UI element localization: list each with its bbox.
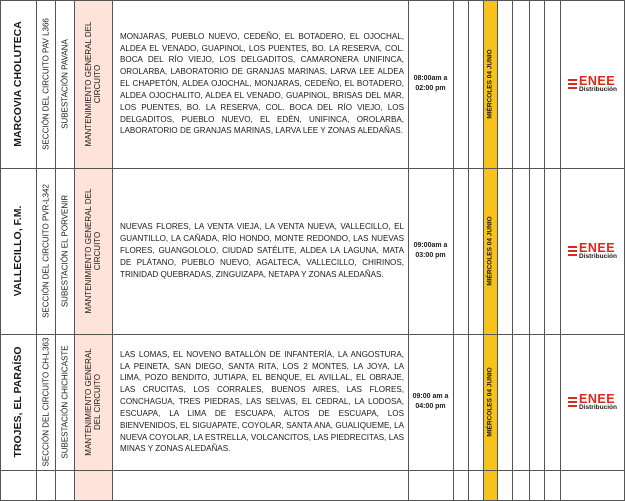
date-cell	[483, 168, 497, 334]
work-type-cell	[74, 0, 112, 168]
work-type-cell-text: MANTENIMIENTO GENERAL DEL CIRCUITO	[83, 21, 102, 147]
circuit-cell	[36, 0, 55, 168]
enee-logo-mark-icon	[568, 79, 577, 89]
affected-areas-cell	[112, 334, 408, 470]
municipality-cell	[0, 168, 36, 334]
substation-cell	[55, 334, 74, 470]
work-type-cell-text: MANTENIMIENTO GENERAL DEL CIRCUITO	[83, 188, 102, 314]
date-text: MIÉRCOLES 04 JUNIO	[486, 49, 494, 119]
logo-word: ENEE	[579, 73, 616, 88]
substation-cell	[55, 0, 74, 168]
municipality-cell	[0, 0, 36, 168]
affected-areas-cell	[112, 168, 408, 334]
affected-areas-text: NUEVAS FLORES, LA VENTA VIEJA, LA VENTA NUEVA, VALLECILLO, EL GUANTILLO, LA CAÑADA, RÍO HONDO, MONTE REDONDO, LAS NUEVAS FLORES, GUANGOLOLO, CIUDAD SATÉLITE, ALDEA LA LAGUNA, MATA DE PLÁTANO, PUEBLO NUEVO, AGALTECA, VALLECILLO, CHIRINOS, TRINIDAD QUEBRADAS, ZINGUIZAPA, NETAPA Y ZONAS ALEDAÑAS.	[120, 222, 404, 279]
substation-cell	[55, 168, 74, 334]
grid-line-vertical	[55, 0, 56, 501]
grid-line-horizontal	[0, 470, 625, 471]
affected-areas-cell	[112, 0, 408, 168]
date-text: MIÉRCOLES 04 JUNIO	[486, 367, 494, 437]
grid-line-vertical	[544, 0, 545, 501]
circuit-cell	[36, 334, 55, 470]
time-end: 04:00 pm	[415, 403, 446, 410]
municipality-cell-text: TROJES, EL PARAÍSO	[11, 346, 24, 458]
date-cell	[483, 0, 497, 168]
time-end: 02:00 pm	[415, 85, 446, 92]
enee-logo-mark-icon	[568, 397, 577, 407]
grid-line-vertical	[497, 0, 498, 501]
logo-word: ENEE	[579, 240, 616, 255]
schedule-row	[0, 0, 625, 168]
enee-logo-mark-icon	[568, 246, 577, 256]
logo-sub: Distribución	[579, 86, 617, 93]
grid-line-horizontal	[0, 334, 625, 335]
work-type-cell	[74, 168, 112, 334]
time-cell	[408, 334, 453, 470]
enee-logo	[560, 334, 625, 470]
municipality-cell-text: VALLECILLO, F.M.	[11, 205, 24, 297]
time-start: 09:00am a	[413, 241, 448, 249]
logo-word: ENEE	[579, 391, 616, 406]
date-text: MIÉRCOLES 04 JUNIO	[486, 216, 494, 286]
enee-logo	[560, 0, 625, 168]
grid-line-vertical	[529, 0, 530, 501]
affected-areas-text: LAS LOMAS, EL NOVENO BATALLÓN DE INFANTERÍA, LA ANGOSTURA, LA PEINETA, SAN DIEGO, SANTA RITA, LOS 2 MONTES, LA JOYA, LA LIMA, POZO BENDITO, JUTIAPA, EL BENQUE, EL AVILLAL, EL OBRAJE, LAS CRUCITAS, LOS CORRALES, BUENOS AIRES, LAS FLORES, CONCHAGUA, TRES PIEDRAS, LAS SELVAS, EL CEDRAL, LA LODOSA, ESCUAPA, LA LIMA DE ESCUAPA, ALTOS DE ESCUAPA, LOS BIENVENIDOS, EL SIGUAPATE, COYOLAR, SANTA ANA, GUALIQUEME, LA NUEVA COYOLAR, LA ESTRELLA, VOLCANCITOS, LAS PIEDRECITAS, LAS MINAS Y ZONAS ALEDAÑAS.	[120, 349, 404, 454]
circuit-cell-text: SECCIÓN DEL CIRCUITO CH-L363	[40, 337, 50, 467]
grid-line-vertical	[512, 0, 513, 501]
municipality-cell	[0, 334, 36, 470]
substation-cell-text: SUBESTACIÓN CHICHICASTE	[59, 345, 69, 459]
date-cell	[483, 334, 497, 470]
time-cell	[408, 168, 453, 334]
grid-line-vertical	[74, 0, 75, 501]
time-cell	[408, 0, 453, 168]
circuit-cell-text: SECCIÓN DEL CIRCUITO PVR-L342	[40, 184, 50, 318]
grid-line-vertical	[408, 0, 409, 501]
circuit-cell	[36, 168, 55, 334]
affected-areas-text: MONJARAS, PUEBLO NUEVO, CEDEÑO, EL BOTADERO, EL OJOCHAL, ALDEA EL VENADO, GUAPINOL, LOS PUENTES, BO. LA RESERVA, COL. BOCA DEL RÍO VIEJO, LOS DELGADITOS, CAMARONERA UNIFINCA, OROLARBA, LABORATORIO DE GRANJAS MARINAS, LARVA LEE ALDEA EL CHAPETÓN, ALDEA OJOCHAL, MONJARAS, CEDEÑO, EL BOTADERO, ALDEA OJOCHALITO, ALDEA EL VENADO, GUAPINOL, BRISAS DEL MAR, LOS PUENTES, BO. LA RESERVA, COL. BOCA DEL RÍO VIEJO, LOS DELGADITOS, PUEBLO NUEVO, EL EDÉN, UNIFINCA, OROLARBA, LABORATORIO DE GRANJAS MARINAS, LARVA LEE Y ZONAS ALEDAÑAS.	[120, 31, 404, 136]
substation-cell-text: SUBESTACIÓN PAVANA	[59, 39, 69, 129]
grid-line-vertical	[483, 0, 484, 501]
schedule-row	[0, 168, 625, 334]
grid-line-vertical	[468, 0, 469, 501]
logo-sub: Distribución	[579, 404, 617, 411]
time-end: 03:00 pm	[415, 252, 446, 259]
logo-sub: Distribución	[579, 253, 617, 260]
time-start: 09:00 am a	[412, 392, 449, 400]
grid-line-vertical	[36, 0, 37, 501]
grid-line-horizontal	[0, 0, 625, 1]
work-type-cell	[74, 334, 112, 470]
grid-line-vertical	[453, 0, 454, 501]
substation-cell-text: SUBESTACIÓN EL PORVENIR	[59, 194, 69, 308]
grid-line-vertical	[560, 0, 561, 501]
schedule-row	[0, 334, 625, 470]
municipality-cell-text: MARCOVIA CHOLUTECA	[11, 21, 24, 147]
enee-logo	[560, 168, 625, 334]
circuit-cell-text: SECCIÓN DEL CIRCUITO PAV L366	[40, 18, 50, 150]
grid-line-vertical	[112, 0, 113, 501]
time-start: 08:00am a	[413, 74, 448, 82]
grid-line-horizontal	[0, 168, 625, 169]
grid-line-vertical	[0, 0, 1, 501]
work-type-cell-text: MANTENIMIENTO GENERAL DEL CIRCUITO	[83, 348, 102, 456]
